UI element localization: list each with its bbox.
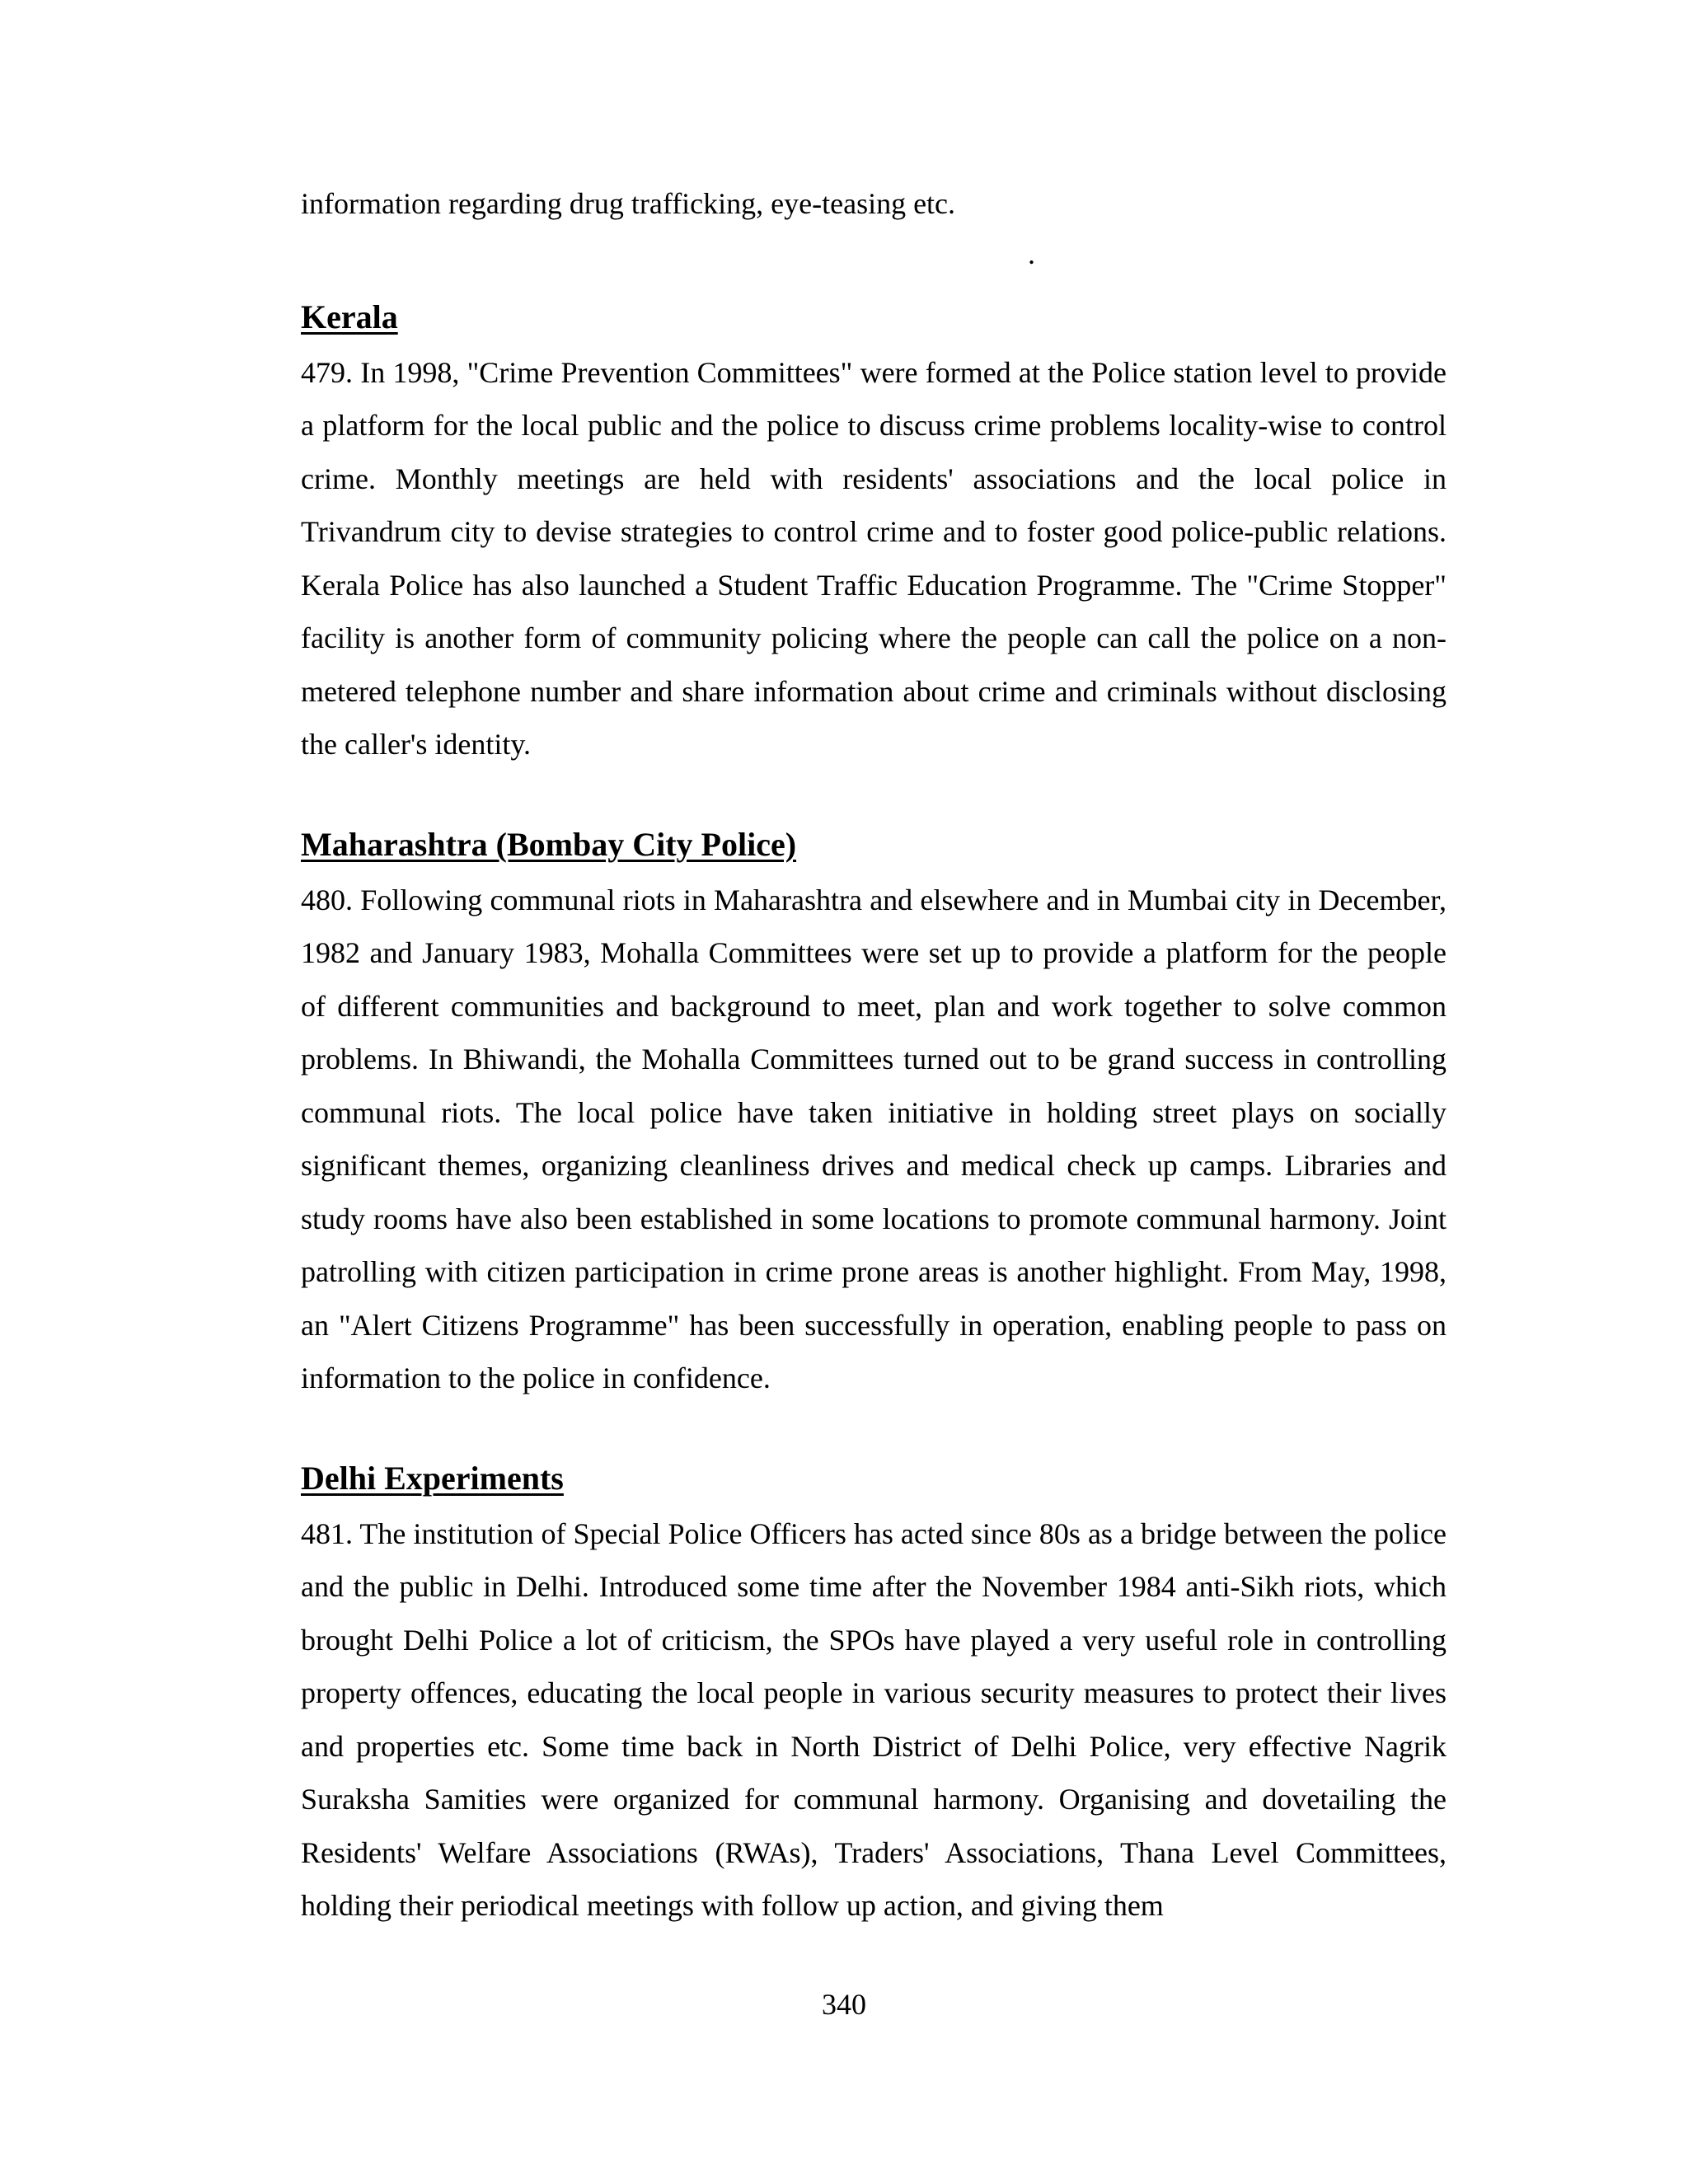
section-heading-kerala: Kerala [301, 298, 398, 335]
section-heading-maharashtra: Maharashtra (Bombay City Police) [301, 825, 797, 863]
page-number: 340 [822, 1988, 866, 2021]
stray-mark: . [1028, 237, 1035, 270]
paragraph-481: 481. The institution of Special Police Officers has acted since 80s as a bridge between the police and the public in Delhi. Introduced some time after the November 1984 anti-Sikh riots, which brought Delhi Police a lot of criticism, the SPOs have played a very useful role in controlling property offences, educating the local people in various security measures to protect their lives and properties etc. Some time back in North District of Delhi Police, very effective Nagrik Suraksha Samities were organized for communal harmony. Organising and dovetailing the Residents' Welfare Associations (RWAs), Traders' Associations, Thana Level Committees, holding their periodical meetings with follow up action, and giving them [301, 1516, 1447, 1922]
section-heading-delhi: Delhi Experiments [301, 1459, 564, 1497]
paragraph-479: 479. In 1998, "Crime Prevention Committees" were formed at the Police station level to provide a platform for the local public and the police to discuss crime problems locality-wise to control crime. Monthly meetings are held with residents' associations and the local police in Trivandrum city to devise strategies to control crime and to foster good police-public relations. Kerala Police has also launched a Student Traffic Education Programme. The "Crime Stopper" facility is another form of community policing where the people can call the police on a non-metered telephone number and share information about crime and criminals without disclosing the caller's identity. [301, 355, 1447, 761]
intro-paragraph: information regarding drug trafficking, eye-teasing etc. [301, 187, 956, 220]
page-content [301, 177, 1447, 1933]
paragraph-480: 480. Following communal riots in Maharashtra and elsewhere and in Mumbai city in December, 1982 and January 1983, Mohalla Committees were set up to provide a platform for the people of different communities and background to meet, plan and work together to solve common problems. In Bhiwandi, the Mohalla Committees turned out to be grand success in controlling communal riots. The local police have taken initiative in holding street plays on socially significant themes, organizing cleanliness drives and medical check up camps. Libraries and study rooms have also been established in some locations to promote communal harmony. Joint patrolling with citizen participation in crime prone areas is another highlight. From May, 1998, an "Alert Citizens Programme" has been successfully in operation, enabling people to pass on information to the police in confidence. [301, 883, 1447, 1394]
